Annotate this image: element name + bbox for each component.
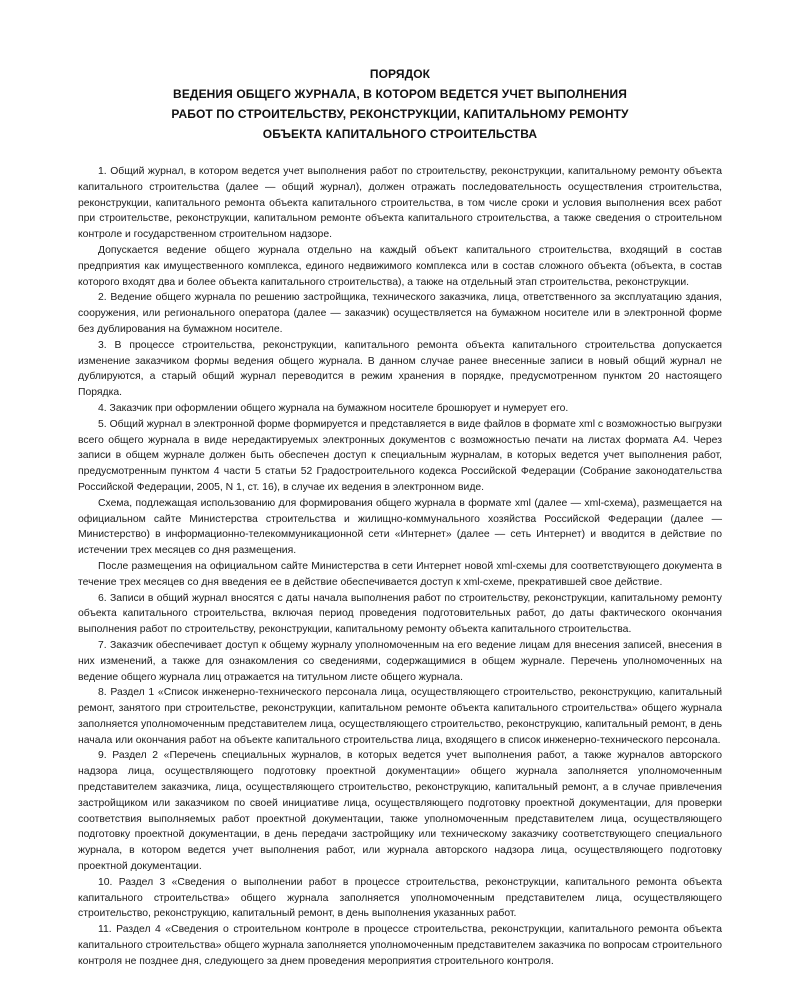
paragraph-3: 3. В процессе строительства, реконструкции, капитального ремонта объекта капитального строительства допускается изменение заказчиком формы ведения общего журнала. В данном случае ранее внесенные записи в новый общий журнал не дублируются, а старый общий журнал переводится в режим хранения в порядке, предусмотренном пунктом 20 настоящего Порядка. bbox=[78, 339, 722, 399]
paragraph-2: 2. Ведение общего журнала по решению застройщика, технического заказчика, лица, ответственного за эксплуатацию здания, сооружения, или регионального оператора (далее — заказчик) осуществляется на бумажном носителе или в электронной форме без дублирования на бумажном носителе. bbox=[78, 292, 722, 335]
paragraph-7: 7. Заказчик обеспечивает доступ к общему журналу уполномоченным на его ведение лицам для внесения записей, внесения в них изменений, а также для ознакомления со сведениями, содержащимися в общем журнале. Перечень уполномоченных на ведение общего журнала лиц отражается на титульном листе общего журнала. bbox=[78, 639, 722, 683]
title-line: ВЕДЕНИЯ ОБЩЕГО ЖУРНАЛА, В КОТОРОМ ВЕДЕТСЯ УЧЕТ ВЫПОЛНЕНИЯ bbox=[173, 87, 627, 101]
paragraph-8: 8. Раздел 1 «Список инженерно-технического персонала лица, осуществляющего строительство, реконструкцию, капитальный ремонт, занятого при строительстве, реконструкции, капитальном ремонте объекта капитального строительства» общего журнала заполняется уполномоченным представителем лица, осуществляющего строительство, реконструкцию, капитальный ремонт, в день начала или окончания работ на объекте капитального строительства лица, входящего в список инженерно-технического персонала. bbox=[78, 687, 722, 746]
paragraph-10: 10. Раздел 3 «Сведения о выполнении работ в процессе строительства, реконструкции, капитального ремонта объекта капитального строительства» общего журнала заполняется уполномоченным представителем лица, осуществляющего строительство, реконструкцию, капитальный ремонт, в день выполнения указанных работ. bbox=[78, 876, 722, 920]
title-line: РАБОТ ПО СТРОИТЕЛЬСТВУ, РЕКОНСТРУКЦИИ, КАПИТАЛЬНОМУ РЕМОНТУ bbox=[171, 107, 629, 121]
paragraph-1: 1. Общий журнал, в котором ведется учет выполнения работ по строительству, реконструкции, капитальному ремонту объекта капитального строительства (далее — общий журнал), должен отражать последовательность осуществления строительства, реконструкции, капитального ремонта объекта капитального строительства, в том числе сроки и условия выполнения всех работ при строительстве, реконструкции, капитальном ремонте объекта капитального строительства, а также сведения о строительном контроле и государственном строительном надзоре. bbox=[78, 166, 722, 241]
document-body bbox=[78, 164, 722, 970]
paragraph-5: 5. Общий журнал в электронной форме формируется и представляется в виде файлов в формате xml с возможностью выгрузки всего общего журнала в виде нередактируемых электронных документов с возможностью печати на листах формата А4. Через записи в общем журнале должен быть обеспечен доступ к специальным журналам, в которых ведется учет выполнения работ, предусмотренным пунктом 4 части 5 статьи 52 Градостроительного кодекса Российской Федерации (Собрание законодательства Российской Федерации, 2005, N 1, ст. 16), в случае их ведения в электронном виде. bbox=[78, 418, 722, 493]
paragraph-4: 4. Заказчик при оформлении общего журнала на бумажном носителе брошюрует и нумерует его. bbox=[98, 402, 569, 414]
document-title bbox=[0, 64, 800, 144]
paragraph-11: 11. Раздел 4 «Сведения о строительном контроле в процессе строительства, реконструкции, капитального ремонта объекта капитального строительства» общего журнала заполняется уполномоченным представителем заказчика по вопросам строительного контроля не позднее дня, следующего за днем проведения мероприятия строительного контроля. bbox=[78, 924, 722, 967]
paragraph-9: 9. Раздел 2 «Перечень специальных журналов, в которых ведется учет выполнения работ, а также журналов авторского надзора лица, осуществляющего подготовку проектной документации» общего журнала заполняется уполномоченным представителем заказчика, лица, осуществляющего строительство, реконструкцию, капитальный ремонт, а в случае привлечения застройщиком или заказчиком по своей инициативе лица, осуществляющего подготовку проектной документации, для проверки соответствия выполняемых работ проектной документации, также уполномоченным представителем лица, осуществляющего подготовку проектной документации, в день передачи застройщику или техническому заказчику соответствующего специального журнала, в котором ведется учет выполнения работ, или журнала авторского надзора лица, осуществляющего подготовку проектной документации. bbox=[78, 750, 722, 873]
title-line: ОБЪЕКТА КАПИТАЛЬНОГО СТРОИТЕЛЬСТВА bbox=[262, 127, 538, 141]
paragraph-1-continued: Допускается ведение общего журнала отдельно на каждый объект капитального строительства, входящий в состав предприятия как имущественного комплекса, единого недвижимого комплекса или в состав сложного объекта (объекта, в состав которого входят два и более объекта капитального строительства), а также на отдельный этап строительства, реконструкции. bbox=[78, 244, 722, 288]
paragraph-6: 6. Записи в общий журнал вносятся с даты начала выполнения работ по строительству, реконструкции, капитальному ремонту объекта капитального строительства, включая период проведения подготовительных работ, до даты фактического окончания выполнения работ по строительству, реконструкции, капитальному ремонту объекта капитального строительства. bbox=[78, 592, 722, 636]
paragraph-5-schema: Схема, подлежащая использованию для формирования общего журнала в формате xml (далее — xml-схема), размещается на официальном сайте Министерства строительства и жилищно-коммунального хозяйства Российской Федерации (далее — Министерство) в информационно-телекоммуникационной сети «Интернет» (далее — сеть Интернет) и вводится в действие по истечении трех месяцев со дня размещения. bbox=[78, 497, 722, 557]
title-line: ПОРЯДОК bbox=[369, 67, 431, 81]
paragraph-5-schema-access: После размещения на официальном сайте Министерства в сети Интернет новой xml-схемы для соответствующего документа в течение трех месяцев со дня введения ее в действие обеспечивается доступ к xml-схеме, прекратившей свое действие. bbox=[78, 560, 722, 588]
